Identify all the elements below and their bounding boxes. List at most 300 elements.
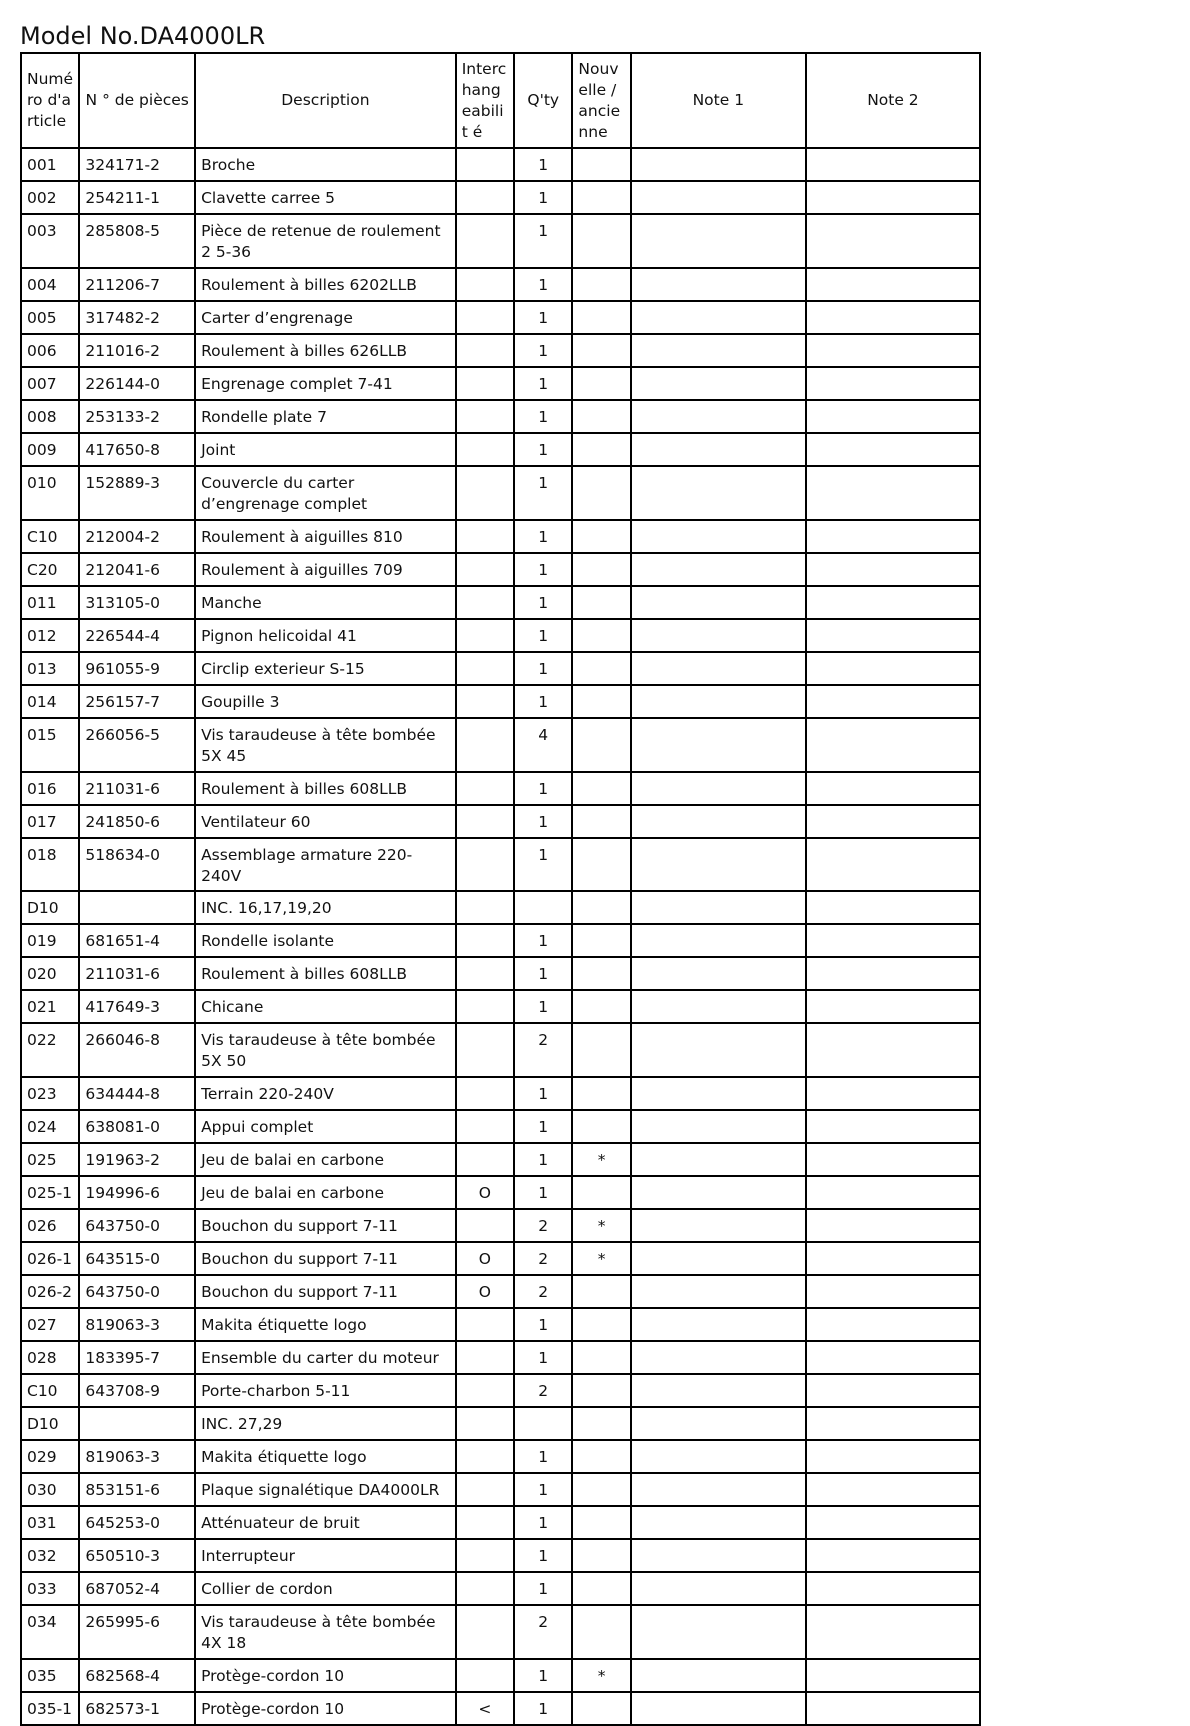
table-row (21, 1341, 980, 1374)
cell-part-no: 643750-0 (79, 1209, 195, 1242)
cell-note-1 (631, 1692, 806, 1725)
cell-qty: 1 (514, 619, 572, 652)
cell-note-2 (806, 181, 980, 214)
cell-note-2 (806, 619, 980, 652)
cell-new-old (572, 1110, 630, 1143)
cell-note-2 (806, 805, 980, 838)
cell-qty (514, 891, 572, 924)
cell-item-no: 035-1 (21, 1692, 79, 1725)
cell-qty: 1 (514, 685, 572, 718)
cell-part-no: 324171-2 (79, 148, 195, 181)
cell-note-1 (631, 891, 806, 924)
table-row (21, 838, 980, 891)
cell-item-no: 009 (21, 433, 79, 466)
cell-item-no: 018 (21, 838, 79, 891)
cell-qty: 1 (514, 1440, 572, 1473)
cell-note-2 (806, 1275, 980, 1308)
cell-item-no: 012 (21, 619, 79, 652)
cell-note-1 (631, 1110, 806, 1143)
cell-note-1 (631, 652, 806, 685)
cell-note-1 (631, 1506, 806, 1539)
parts-table-body (21, 148, 980, 1725)
table-row (21, 619, 980, 652)
cell-part-no: 650510-3 (79, 1539, 195, 1572)
cell-description: Rondelle plate 7 (195, 400, 456, 433)
cell-qty: 1 (514, 268, 572, 301)
cell-note-2 (806, 268, 980, 301)
cell-note-1 (631, 685, 806, 718)
cell-new-old (572, 148, 630, 181)
cell-interchangeability: O (456, 1176, 514, 1209)
cell-interchangeability (456, 553, 514, 586)
cell-description: Roulement à billes 6202LLB (195, 268, 456, 301)
cell-qty: 1 (514, 805, 572, 838)
table-header-row (21, 53, 980, 148)
cell-part-no: 183395-7 (79, 1341, 195, 1374)
cell-item-no: 015 (21, 718, 79, 772)
cell-qty: 1 (514, 1077, 572, 1110)
cell-description: Roulement à billes 626LLB (195, 334, 456, 367)
cell-interchangeability (456, 1077, 514, 1110)
cell-item-no: 010 (21, 466, 79, 520)
cell-description: Vis taraudeuse à tête bombée 5X 50 (195, 1023, 456, 1077)
cell-new-old (572, 520, 630, 553)
cell-qty: 1 (514, 1110, 572, 1143)
cell-description: Carter d’engrenage (195, 301, 456, 334)
table-row (21, 718, 980, 772)
cell-interchangeability (456, 268, 514, 301)
cell-description: Clavette carree 5 (195, 181, 456, 214)
table-row (21, 214, 980, 268)
cell-item-no: 035 (21, 1659, 79, 1692)
table-row (21, 1506, 980, 1539)
cell-note-1 (631, 466, 806, 520)
cell-qty: 1 (514, 553, 572, 586)
header-description: Description (195, 53, 456, 148)
table-row (21, 1572, 980, 1605)
cell-note-1 (631, 1341, 806, 1374)
cell-qty: 2 (514, 1275, 572, 1308)
cell-part-no: 254211-1 (79, 181, 195, 214)
cell-new-old (572, 1440, 630, 1473)
table-row (21, 1440, 980, 1473)
table-row (21, 433, 980, 466)
cell-new-old (572, 586, 630, 619)
table-row (21, 1692, 980, 1725)
cell-note-2 (806, 334, 980, 367)
cell-note-2 (806, 1308, 980, 1341)
cell-note-2 (806, 1572, 980, 1605)
cell-qty: 4 (514, 718, 572, 772)
cell-item-no: 025-1 (21, 1176, 79, 1209)
cell-new-old: * (572, 1143, 630, 1176)
cell-part-no: 285808-5 (79, 214, 195, 268)
cell-note-1 (631, 957, 806, 990)
cell-interchangeability (456, 957, 514, 990)
cell-part-no: 152889-3 (79, 466, 195, 520)
cell-interchangeability (456, 1143, 514, 1176)
cell-interchangeability (456, 400, 514, 433)
cell-interchangeability (456, 924, 514, 957)
cell-item-no: 005 (21, 301, 79, 334)
cell-qty: 2 (514, 1209, 572, 1242)
cell-note-1 (631, 1308, 806, 1341)
cell-note-2 (806, 433, 980, 466)
cell-item-no: 022 (21, 1023, 79, 1077)
cell-description: Jeu de balai en carbone (195, 1176, 456, 1209)
cell-qty: 1 (514, 1692, 572, 1725)
cell-interchangeability (456, 685, 514, 718)
table-row (21, 334, 980, 367)
cell-item-no: 014 (21, 685, 79, 718)
cell-note-1 (631, 1023, 806, 1077)
cell-qty: 1 (514, 1506, 572, 1539)
cell-qty: 1 (514, 1473, 572, 1506)
cell-qty: 1 (514, 400, 572, 433)
cell-part-no: 226544-4 (79, 619, 195, 652)
cell-new-old (572, 1341, 630, 1374)
cell-note-2 (806, 1374, 980, 1407)
cell-new-old (572, 433, 630, 466)
cell-item-no: 024 (21, 1110, 79, 1143)
cell-part-no: 681651-4 (79, 924, 195, 957)
cell-note-1 (631, 433, 806, 466)
cell-qty: 1 (514, 990, 572, 1023)
cell-description: Interrupteur (195, 1539, 456, 1572)
cell-qty: 1 (514, 1176, 572, 1209)
cell-qty: 1 (514, 181, 572, 214)
cell-new-old (572, 957, 630, 990)
cell-item-no: 021 (21, 990, 79, 1023)
cell-note-1 (631, 334, 806, 367)
cell-qty: 2 (514, 1242, 572, 1275)
table-row (21, 685, 980, 718)
cell-note-2 (806, 685, 980, 718)
cell-description: Chicane (195, 990, 456, 1023)
cell-interchangeability (456, 1659, 514, 1692)
cell-new-old (572, 334, 630, 367)
cell-note-1 (631, 1143, 806, 1176)
page-title: Model No.DA4000LR (20, 22, 266, 50)
cell-item-no: 023 (21, 1077, 79, 1110)
cell-note-1 (631, 1242, 806, 1275)
table-row (21, 1275, 980, 1308)
cell-description: Roulement à billes 608LLB (195, 957, 456, 990)
cell-note-2 (806, 520, 980, 553)
cell-interchangeability (456, 1605, 514, 1659)
cell-item-no: 007 (21, 367, 79, 400)
cell-item-no: 032 (21, 1539, 79, 1572)
cell-part-no: 211031-6 (79, 772, 195, 805)
table-row (21, 400, 980, 433)
cell-qty: 1 (514, 1341, 572, 1374)
cell-note-1 (631, 1407, 806, 1440)
cell-interchangeability (456, 1374, 514, 1407)
cell-part-no: 634444-8 (79, 1077, 195, 1110)
cell-part-no: 212004-2 (79, 520, 195, 553)
table-row (21, 268, 980, 301)
cell-note-1 (631, 301, 806, 334)
cell-item-no: C10 (21, 1374, 79, 1407)
cell-part-no: 241850-6 (79, 805, 195, 838)
cell-note-2 (806, 466, 980, 520)
cell-note-2 (806, 1440, 980, 1473)
cell-item-no: D10 (21, 891, 79, 924)
cell-new-old (572, 1572, 630, 1605)
cell-part-no: 211031-6 (79, 957, 195, 990)
cell-qty: 1 (514, 1308, 572, 1341)
cell-qty: 1 (514, 301, 572, 334)
cell-new-old (572, 838, 630, 891)
cell-interchangeability (456, 718, 514, 772)
cell-description: Pignon helicoidal 41 (195, 619, 456, 652)
cell-part-no: 682568-4 (79, 1659, 195, 1692)
cell-description: Roulement à aiguilles 810 (195, 520, 456, 553)
cell-note-2 (806, 924, 980, 957)
cell-note-2 (806, 1023, 980, 1077)
cell-item-no: 017 (21, 805, 79, 838)
cell-note-2 (806, 148, 980, 181)
cell-new-old (572, 990, 630, 1023)
cell-part-no: 313105-0 (79, 586, 195, 619)
cell-interchangeability: < (456, 1692, 514, 1725)
cell-note-1 (631, 367, 806, 400)
table-row (21, 1407, 980, 1440)
cell-interchangeability (456, 367, 514, 400)
cell-part-no: 682573-1 (79, 1692, 195, 1725)
cell-note-2 (806, 1176, 980, 1209)
cell-new-old (572, 214, 630, 268)
cell-item-no: 002 (21, 181, 79, 214)
cell-part-no: 518634-0 (79, 838, 195, 891)
cell-note-2 (806, 1473, 980, 1506)
cell-new-old (572, 301, 630, 334)
cell-qty: 2 (514, 1374, 572, 1407)
cell-note-1 (631, 772, 806, 805)
cell-interchangeability (456, 520, 514, 553)
cell-item-no: 004 (21, 268, 79, 301)
cell-item-no: 034 (21, 1605, 79, 1659)
cell-description: Bouchon du support 7-11 (195, 1275, 456, 1308)
cell-new-old (572, 400, 630, 433)
cell-description: Porte-charbon 5-11 (195, 1374, 456, 1407)
cell-interchangeability (456, 1308, 514, 1341)
cell-qty: 1 (514, 466, 572, 520)
cell-part-no: 317482-2 (79, 301, 195, 334)
cell-interchangeability (456, 1023, 514, 1077)
cell-new-old (572, 652, 630, 685)
cell-interchangeability (456, 805, 514, 838)
cell-new-old (572, 466, 630, 520)
cell-part-no: 638081-0 (79, 1110, 195, 1143)
cell-description: Bouchon du support 7-11 (195, 1242, 456, 1275)
cell-description: Goupille 3 (195, 685, 456, 718)
cell-note-2 (806, 838, 980, 891)
cell-note-2 (806, 1539, 980, 1572)
cell-new-old (572, 1407, 630, 1440)
cell-part-no: 819063-3 (79, 1440, 195, 1473)
cell-note-1 (631, 1077, 806, 1110)
header-item-no: Numé ro d'a rticle (21, 53, 79, 148)
cell-interchangeability (456, 334, 514, 367)
cell-qty: 1 (514, 1659, 572, 1692)
cell-note-2 (806, 957, 980, 990)
cell-note-1 (631, 148, 806, 181)
cell-note-1 (631, 805, 806, 838)
cell-note-2 (806, 1143, 980, 1176)
cell-description: Terrain 220-240V (195, 1077, 456, 1110)
cell-interchangeability (456, 1539, 514, 1572)
cell-description: Protège-cordon 10 (195, 1692, 456, 1725)
cell-new-old (572, 891, 630, 924)
cell-new-old (572, 1539, 630, 1572)
cell-item-no: 008 (21, 400, 79, 433)
table-row (21, 1374, 980, 1407)
cell-qty: 1 (514, 334, 572, 367)
cell-description: Joint (195, 433, 456, 466)
cell-description: Roulement à aiguilles 709 (195, 553, 456, 586)
cell-description: Circlip exterieur S-15 (195, 652, 456, 685)
cell-item-no: 016 (21, 772, 79, 805)
cell-note-1 (631, 1374, 806, 1407)
cell-qty: 1 (514, 652, 572, 685)
cell-part-no: 643515-0 (79, 1242, 195, 1275)
cell-note-1 (631, 400, 806, 433)
cell-new-old (572, 367, 630, 400)
cell-note-2 (806, 1077, 980, 1110)
cell-note-1 (631, 1605, 806, 1659)
cell-note-1 (631, 838, 806, 891)
cell-interchangeability (456, 772, 514, 805)
cell-interchangeability (456, 181, 514, 214)
cell-part-no: 211206-7 (79, 268, 195, 301)
cell-note-2 (806, 214, 980, 268)
cell-new-old (572, 1308, 630, 1341)
cell-new-old (572, 718, 630, 772)
cell-description: Protège-cordon 10 (195, 1659, 456, 1692)
cell-note-1 (631, 990, 806, 1023)
cell-interchangeability (456, 1407, 514, 1440)
cell-interchangeability (456, 1341, 514, 1374)
cell-note-2 (806, 586, 980, 619)
cell-description: Assemblage armature 220-240V (195, 838, 456, 891)
table-row (21, 652, 980, 685)
cell-note-2 (806, 553, 980, 586)
cell-note-1 (631, 718, 806, 772)
table-row (21, 1242, 980, 1275)
cell-description: Bouchon du support 7-11 (195, 1209, 456, 1242)
cell-new-old (572, 553, 630, 586)
cell-part-no: 226144-0 (79, 367, 195, 400)
cell-interchangeability (456, 1572, 514, 1605)
cell-interchangeability (456, 586, 514, 619)
cell-note-2 (806, 1110, 980, 1143)
cell-new-old (572, 1473, 630, 1506)
table-row (21, 301, 980, 334)
cell-note-2 (806, 718, 980, 772)
cell-note-1 (631, 1572, 806, 1605)
cell-interchangeability (456, 466, 514, 520)
cell-part-no: 212041-6 (79, 553, 195, 586)
cell-part-no: 417650-8 (79, 433, 195, 466)
cell-qty: 1 (514, 1539, 572, 1572)
cell-note-2 (806, 1506, 980, 1539)
table-row (21, 367, 980, 400)
cell-part-no: 266056-5 (79, 718, 195, 772)
cell-new-old (572, 1374, 630, 1407)
cell-item-no: 011 (21, 586, 79, 619)
cell-part-no: 645253-0 (79, 1506, 195, 1539)
cell-note-1 (631, 1440, 806, 1473)
table-row (21, 1077, 980, 1110)
table-row (21, 586, 980, 619)
cell-description: Roulement à billes 608LLB (195, 772, 456, 805)
table-row (21, 891, 980, 924)
cell-interchangeability (456, 619, 514, 652)
table-row (21, 520, 980, 553)
cell-note-2 (806, 990, 980, 1023)
cell-note-1 (631, 520, 806, 553)
cell-note-2 (806, 652, 980, 685)
header-part-no: N ° de pièces (79, 53, 195, 148)
cell-description: Manche (195, 586, 456, 619)
table-row (21, 1110, 980, 1143)
table-row (21, 466, 980, 520)
cell-item-no: 020 (21, 957, 79, 990)
cell-new-old (572, 1077, 630, 1110)
cell-part-no (79, 1407, 195, 1440)
cell-part-no: 643750-0 (79, 1275, 195, 1308)
cell-qty: 1 (514, 772, 572, 805)
cell-note-1 (631, 181, 806, 214)
cell-part-no: 819063-3 (79, 1308, 195, 1341)
cell-note-1 (631, 268, 806, 301)
cell-qty: 1 (514, 957, 572, 990)
cell-note-2 (806, 1605, 980, 1659)
table-row (21, 957, 980, 990)
cell-item-no: 026 (21, 1209, 79, 1242)
cell-part-no: 256157-7 (79, 685, 195, 718)
cell-part-no: 687052-4 (79, 1572, 195, 1605)
cell-note-2 (806, 1341, 980, 1374)
cell-interchangeability (456, 148, 514, 181)
table-row (21, 1539, 980, 1572)
cell-interchangeability (456, 1209, 514, 1242)
cell-interchangeability (456, 433, 514, 466)
cell-description: Pièce de retenue de roulement 2 5-36 (195, 214, 456, 268)
cell-qty: 1 (514, 838, 572, 891)
cell-item-no: 019 (21, 924, 79, 957)
cell-item-no: 028 (21, 1341, 79, 1374)
cell-note-2 (806, 891, 980, 924)
cell-item-no: 030 (21, 1473, 79, 1506)
table-row (21, 1143, 980, 1176)
cell-note-1 (631, 924, 806, 957)
cell-part-no: 643708-9 (79, 1374, 195, 1407)
cell-note-1 (631, 214, 806, 268)
cell-description: Ensemble du carter du moteur (195, 1341, 456, 1374)
cell-new-old (572, 772, 630, 805)
cell-part-no: 194996-6 (79, 1176, 195, 1209)
cell-qty: 2 (514, 1023, 572, 1077)
cell-new-old (572, 1692, 630, 1725)
cell-item-no: 031 (21, 1506, 79, 1539)
cell-description: Ventilateur 60 (195, 805, 456, 838)
cell-interchangeability (456, 1506, 514, 1539)
cell-item-no: C10 (21, 520, 79, 553)
cell-interchangeability (456, 891, 514, 924)
table-row (21, 1605, 980, 1659)
